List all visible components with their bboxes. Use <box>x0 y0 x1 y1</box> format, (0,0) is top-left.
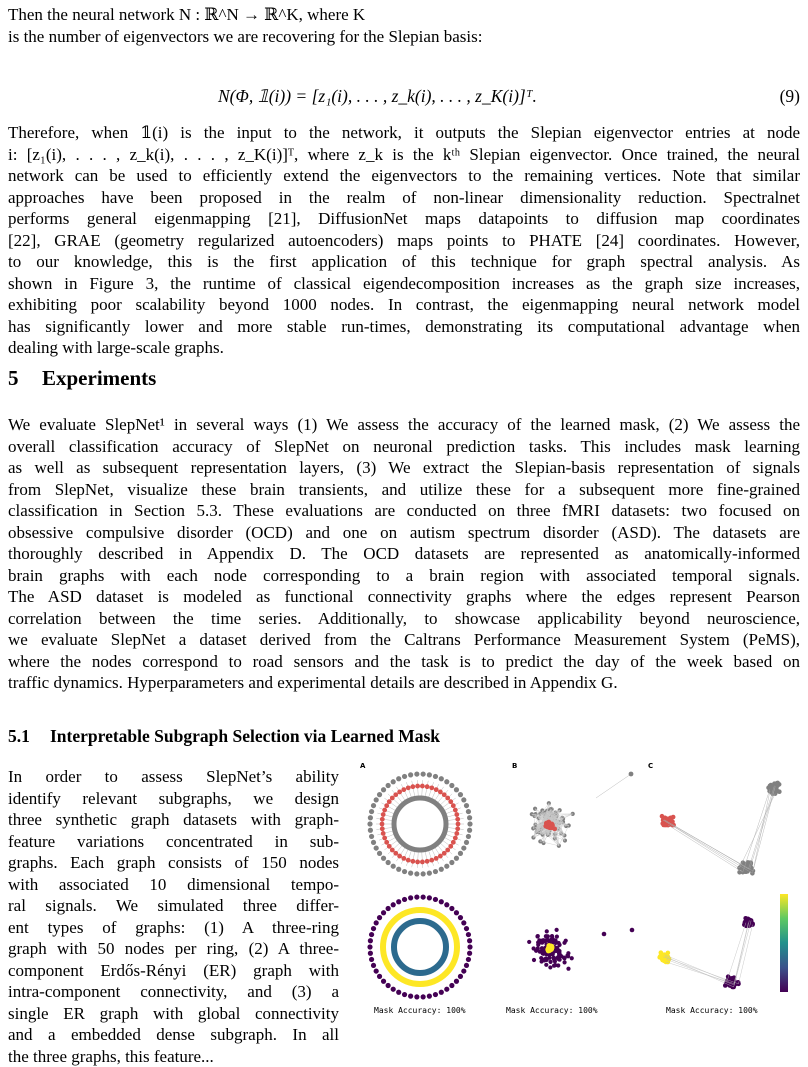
graph-edge <box>422 780 423 798</box>
text-line: obsessive compulsive disorder (OCD) and one on autism spectrum disorder (ASD). The datasets are <box>8 522 800 544</box>
text-line: network can be used to efficiently extend the eigenvectors to the remaining vertices. Note that similar <box>8 165 800 187</box>
graph-node <box>369 957 374 962</box>
graph-node <box>433 774 438 779</box>
graph-edge <box>664 955 727 981</box>
graph-node <box>555 946 559 950</box>
graph-node <box>467 821 472 826</box>
graph-node <box>458 792 463 797</box>
graph-node <box>374 920 379 925</box>
graph-edge <box>425 850 428 868</box>
graph-edge <box>663 820 752 873</box>
text-line: exhibiting poor scalability beyond 1000 nodes. In contrast, the eigenmapping neural network model <box>8 294 800 316</box>
graph-node <box>466 957 471 962</box>
graph-node <box>532 946 536 950</box>
graph-node <box>391 779 396 784</box>
graph-node <box>408 994 413 999</box>
graph-node <box>429 858 434 863</box>
graph-node <box>386 906 391 911</box>
graph-node <box>434 787 439 792</box>
graph-node <box>536 943 540 947</box>
graph-node <box>382 836 387 841</box>
graph-edge <box>748 786 774 869</box>
graph-node <box>406 785 411 790</box>
graph-node <box>545 929 549 933</box>
text-line: ral signals. We simulated three differ- <box>8 895 339 917</box>
graph-node <box>453 808 458 813</box>
text-line: feature variations concentrated in sub- <box>8 831 339 853</box>
text-line: graphs. Each graph consists of 150 nodes <box>8 852 339 874</box>
graph-node <box>425 784 430 789</box>
graph-node <box>415 784 420 789</box>
graph-node <box>374 968 379 973</box>
graph-node <box>427 895 432 900</box>
graph-node <box>454 856 459 861</box>
graph-edge <box>663 957 738 984</box>
graph-node <box>461 845 466 850</box>
graph-node <box>387 844 392 849</box>
graph-node <box>420 860 425 865</box>
graph-node <box>402 869 407 874</box>
subsection-title: Interpretable Subgraph Selection via Learned Mask <box>50 726 440 746</box>
text-line: to our knowledge, this is the first application of this technique for graph spectral analysis. As <box>8 251 800 273</box>
graph-node <box>449 983 454 988</box>
intro-line: Then the neural network N : ℝ^N → ℝ^K, where K <box>8 4 800 26</box>
subsection-heading-mask <box>8 726 440 747</box>
graph-node <box>455 826 460 831</box>
graph-node <box>414 994 419 999</box>
graph-node <box>397 790 402 795</box>
graph-node <box>380 817 385 822</box>
graph-node <box>380 826 385 831</box>
graph-edge <box>445 813 462 817</box>
graph-node <box>466 932 471 937</box>
text-line: three synthetic graph datasets with graph- <box>8 809 339 831</box>
text-line: the three graphs, this feature... <box>8 1046 339 1067</box>
graph-node <box>408 772 413 777</box>
graph-node <box>566 954 570 958</box>
graph-node <box>545 934 549 938</box>
graph-node <box>548 960 552 964</box>
graph-edge <box>668 825 743 872</box>
graph-node <box>425 859 430 864</box>
graph-node <box>467 828 472 833</box>
graph-node <box>381 812 386 817</box>
figure-synthetic-graphs <box>356 762 800 1024</box>
graph-node <box>453 836 458 841</box>
text-line: [22], GRAE (geometry regularized autoencoders) maps points to PHATE [24] coordinates. However, <box>8 230 800 252</box>
equation-body: N(Φ, 𝟙(i)) = [z₁(i), . . . , z_k(i), . . . , z_K(i)]ᵀ. <box>218 86 537 107</box>
text-line: and a embedded dense subgraph. In all <box>8 1024 339 1046</box>
graph-node <box>371 926 376 931</box>
text-line: graph with 50 nodes per ring, (2) A three- <box>8 938 339 960</box>
graph-edge <box>446 818 464 820</box>
text-line: identify relevant subgraphs, we design <box>8 788 339 810</box>
graph-node <box>464 840 469 845</box>
graph-edge <box>667 959 735 984</box>
graph-node <box>368 815 373 820</box>
graph-node <box>544 963 548 967</box>
graph-node <box>451 803 456 808</box>
graph-edge <box>425 781 428 799</box>
graph-node <box>553 957 557 961</box>
graph-node <box>570 956 574 960</box>
graph-node <box>402 774 407 779</box>
graph-node <box>427 772 432 777</box>
graph-node <box>369 809 374 814</box>
graph-edge <box>750 786 776 869</box>
graph-node <box>371 840 376 845</box>
graph-node <box>467 951 472 956</box>
graph-node <box>728 976 733 981</box>
graph-node <box>415 860 420 865</box>
graph-node <box>391 902 396 907</box>
graph-node <box>629 772 634 777</box>
paragraph-experiments <box>8 414 800 694</box>
graph-node <box>406 858 411 863</box>
text-line: The ASD dataset is modeled as functional connectivity graphs where the edges represent Pearson <box>8 586 800 608</box>
graph-node <box>541 950 545 954</box>
graph-node <box>381 910 386 915</box>
graph-node <box>401 856 406 861</box>
panel-label-b: B <box>512 762 517 770</box>
graph-edge <box>412 850 415 868</box>
graph-node <box>396 899 401 904</box>
graph-node <box>381 831 386 836</box>
graph-node <box>542 939 546 943</box>
graph-node <box>737 870 742 875</box>
text-line: We evaluate SlepNet¹ in several ways (1) We assess the accuracy of the learned mask, (2) We assess the <box>8 414 800 436</box>
graph-node <box>381 979 386 984</box>
graph-node <box>380 822 385 827</box>
panel-label-a: A <box>360 762 365 770</box>
graph-node <box>396 990 401 995</box>
paragraph-synthetic <box>8 766 339 1067</box>
graph-node <box>444 902 449 907</box>
graph-node <box>382 808 387 813</box>
equation-number: (9) <box>780 86 800 107</box>
graph-node <box>456 822 461 827</box>
graph-node <box>449 783 454 788</box>
text-line: ent types of graphs: (1) A three-ring <box>8 917 339 939</box>
graph-edge <box>446 827 464 829</box>
graph-node <box>433 869 438 874</box>
graph-node <box>386 783 391 788</box>
text-line: thoroughly described in Appendix D. The OCD datasets are represented as anatomically-informed <box>8 543 800 565</box>
graph-node <box>439 899 444 904</box>
graph-node <box>549 939 553 943</box>
graph-node <box>602 932 607 937</box>
graph-node <box>444 864 449 869</box>
paragraph-eigenmapping <box>8 122 800 359</box>
graph-node <box>558 952 562 956</box>
graph-node <box>464 926 469 931</box>
graph-node <box>377 915 382 920</box>
graph-node <box>396 867 401 872</box>
graph-node <box>445 796 450 801</box>
graph-node <box>421 771 426 776</box>
graph-node <box>397 854 402 859</box>
graph-edge <box>377 813 394 817</box>
ring-inner <box>394 921 446 973</box>
graph-node <box>444 779 449 784</box>
graph-node-selected <box>548 822 553 827</box>
colorbar <box>780 894 788 992</box>
graph-node <box>562 956 566 960</box>
graph-node <box>369 932 374 937</box>
graph-node <box>427 871 432 876</box>
graph-node <box>374 845 379 850</box>
graph-node <box>390 848 395 853</box>
graph-node <box>410 859 415 864</box>
graph-node <box>553 941 557 945</box>
graph-node <box>368 938 373 943</box>
graph-node <box>555 928 559 932</box>
graph-node <box>467 815 472 820</box>
graph-node <box>371 803 376 808</box>
text-line: performs general eigenmapping [21], DiffusionNet maps datapoints to diffusion map coordinates <box>8 208 800 230</box>
graph-node <box>408 871 413 876</box>
graph-node <box>444 987 449 992</box>
graph-node <box>396 776 401 781</box>
panel-label-c: C <box>648 762 653 770</box>
graph-node <box>433 897 438 902</box>
accuracy-label-a: Mask Accuracy: 100% <box>374 1006 466 1015</box>
graph-node <box>555 935 559 939</box>
graph-node <box>402 992 407 997</box>
section-title: Experiments <box>42 366 156 390</box>
graph-node <box>461 968 466 973</box>
graph-node <box>429 785 434 790</box>
graph-node <box>381 856 386 861</box>
graph-node <box>420 784 425 789</box>
graph-node <box>421 894 426 899</box>
graph-node <box>386 860 391 865</box>
graph-node <box>414 894 419 899</box>
graph-edge <box>739 794 775 868</box>
graph-node <box>402 897 407 902</box>
graph-edge <box>743 789 770 872</box>
text-line: traffic dynamics. Hyperparameters and experimental details are described in Appendix G. <box>8 672 800 694</box>
graph-node <box>367 944 372 949</box>
graph-node <box>454 787 459 792</box>
graph-node <box>381 787 386 792</box>
graph-node <box>374 797 379 802</box>
text-line: intra-component connectivity, and (3) a <box>8 981 339 1003</box>
graph-node <box>454 910 459 915</box>
text-line: i: [z₁(i), . . . , z_k(i), . . . , z_K(i)]ᵀ, where z_k is the kᵗʰ Slepian eigenvector. Once trained, the neural <box>8 144 800 166</box>
text-line: single ER graph with global connectivity <box>8 1003 339 1025</box>
accuracy-label-b: Mask Accuracy: 100% <box>506 1006 598 1015</box>
graph-node <box>458 915 463 920</box>
graph-node <box>368 828 373 833</box>
graph-node <box>454 979 459 984</box>
text-line: Therefore, when 𝟙(i) is the input to the network, it outputs the Slepian eigenvector entries at node <box>8 122 800 144</box>
graph-node <box>438 790 443 795</box>
graph-edge <box>377 830 394 834</box>
text-line: we evaluate SlepNet a dataset derived from the Caltrans Performance Measurement System (PeMS), <box>8 629 800 651</box>
graph-node <box>377 974 382 979</box>
graph-edge <box>422 850 423 868</box>
text-line: In order to assess SlepNet’s ability <box>8 766 339 788</box>
graph-node <box>377 792 382 797</box>
graph-node <box>562 941 566 945</box>
graph-edge <box>412 781 415 799</box>
text-line: with associated 10 dimensional tempo- <box>8 874 339 896</box>
section-number: 5 <box>8 366 42 391</box>
graph-node <box>439 867 444 872</box>
graph-node <box>434 856 439 861</box>
text-line: from SlepNet, visualize these brain transients, and utilize these for a subsequent more fine-grained <box>8 479 800 501</box>
text-line: approaches have been proposed in the realm of non-linear dimensionality reduction. Spectralnet <box>8 187 800 209</box>
section-heading-experiments <box>8 366 156 391</box>
graph-edge <box>417 780 418 798</box>
graph-node <box>630 928 635 933</box>
graph-node <box>458 974 463 979</box>
graph-node <box>368 951 373 956</box>
graph-node <box>387 799 392 804</box>
graph-edge <box>734 921 751 987</box>
graph-node <box>367 821 372 826</box>
graph-node <box>548 965 552 969</box>
graph-node <box>562 960 566 964</box>
graph-edge <box>663 820 739 868</box>
subsection-number: 5.1 <box>8 726 50 747</box>
graph-node <box>439 776 444 781</box>
graph-node <box>775 781 780 786</box>
graph-node <box>433 992 438 997</box>
graph-node <box>464 803 469 808</box>
graph-node <box>449 906 454 911</box>
graph-edge <box>445 830 462 834</box>
accuracy-label-c: Mask Accuracy: 100% <box>666 1006 758 1015</box>
graph-node <box>414 771 419 776</box>
graph-node <box>442 851 447 856</box>
graph-node <box>391 987 396 992</box>
text-line: overall classification accuracy of SlepNet on neuronal prediction tasks. This includes mask learning <box>8 436 800 458</box>
graph-node <box>542 958 546 962</box>
graph-node <box>439 990 444 995</box>
graph-node <box>451 840 456 845</box>
text-line: as well as subsequent representation layers, (3) We extract the Slepian-basis representation of signals <box>8 457 800 479</box>
graph-node <box>454 831 459 836</box>
graph-node <box>461 797 466 802</box>
graph-node <box>553 963 557 967</box>
graph-edge <box>417 850 418 868</box>
graph-node <box>384 803 389 808</box>
graph-edge <box>738 925 752 984</box>
text-line: where the nodes correspond to road sensors and the task is to predict the day of the week based on <box>8 651 800 673</box>
graph-edge <box>376 827 394 829</box>
graph-node <box>466 834 471 839</box>
graph-edge <box>376 818 394 820</box>
graph-node <box>427 994 432 999</box>
graph-node <box>448 844 453 849</box>
graph-node <box>455 817 460 822</box>
graph-edge <box>596 774 631 798</box>
graph-node <box>377 851 382 856</box>
graph-node <box>414 871 419 876</box>
graph-node <box>527 940 531 944</box>
graph-node <box>421 994 426 999</box>
graph-edge <box>752 788 774 874</box>
text-line: shown in Figure 3, the runtime of classical eigendecomposition increases as the graph size increases, <box>8 273 800 295</box>
text-line: has significantly lower and more stable run-times, demonstrating its computational advantage when <box>8 316 800 338</box>
text-line: classification in Section 5.3. These evaluations are conducted on three fMRI datasets: two focused on <box>8 500 800 522</box>
graph-node <box>438 854 443 859</box>
graph-node <box>449 860 454 865</box>
graph-node <box>410 784 415 789</box>
graph-node <box>566 967 570 971</box>
intro-line: is the number of eigenvectors we are recovering for the Slepian basis: <box>8 26 800 48</box>
figure-graphs-svg <box>356 762 800 1010</box>
graph-node <box>467 944 472 949</box>
text-line: correlation between the time series. Additionally, to showcase applicability beyond neuroscience, <box>8 608 800 630</box>
graph-node <box>454 812 459 817</box>
graph-node <box>532 958 536 962</box>
graph-node <box>458 851 463 856</box>
graph-edge <box>666 962 734 984</box>
graph-node <box>384 840 389 845</box>
graph-node-selected <box>547 946 552 951</box>
graph-node <box>467 938 472 943</box>
graph-node <box>371 963 376 968</box>
graph-edge <box>665 820 750 869</box>
graph-node <box>393 792 398 797</box>
graph-node <box>448 799 453 804</box>
text-line: brain graphs with each node corresponding to a brain region with associated temporal signals. <box>8 565 800 587</box>
text-line: component Erdős-Rényi (ER) graph with <box>8 960 339 982</box>
graph-node <box>391 864 396 869</box>
graph-node <box>466 809 471 814</box>
graph-node <box>461 920 466 925</box>
graph-node <box>386 983 391 988</box>
intro-text <box>8 4 800 47</box>
graph-node <box>401 787 406 792</box>
graph-node <box>536 934 540 938</box>
graph-node <box>408 895 413 900</box>
text-line: dealing with large-scale graphs. <box>8 337 800 359</box>
graph-node-selected <box>666 951 671 956</box>
graph-node <box>421 871 426 876</box>
graph-node <box>558 958 562 962</box>
graph-node-selected <box>668 818 673 823</box>
graph-node <box>369 834 374 839</box>
ring-inner <box>394 798 446 850</box>
graph-node <box>464 963 469 968</box>
